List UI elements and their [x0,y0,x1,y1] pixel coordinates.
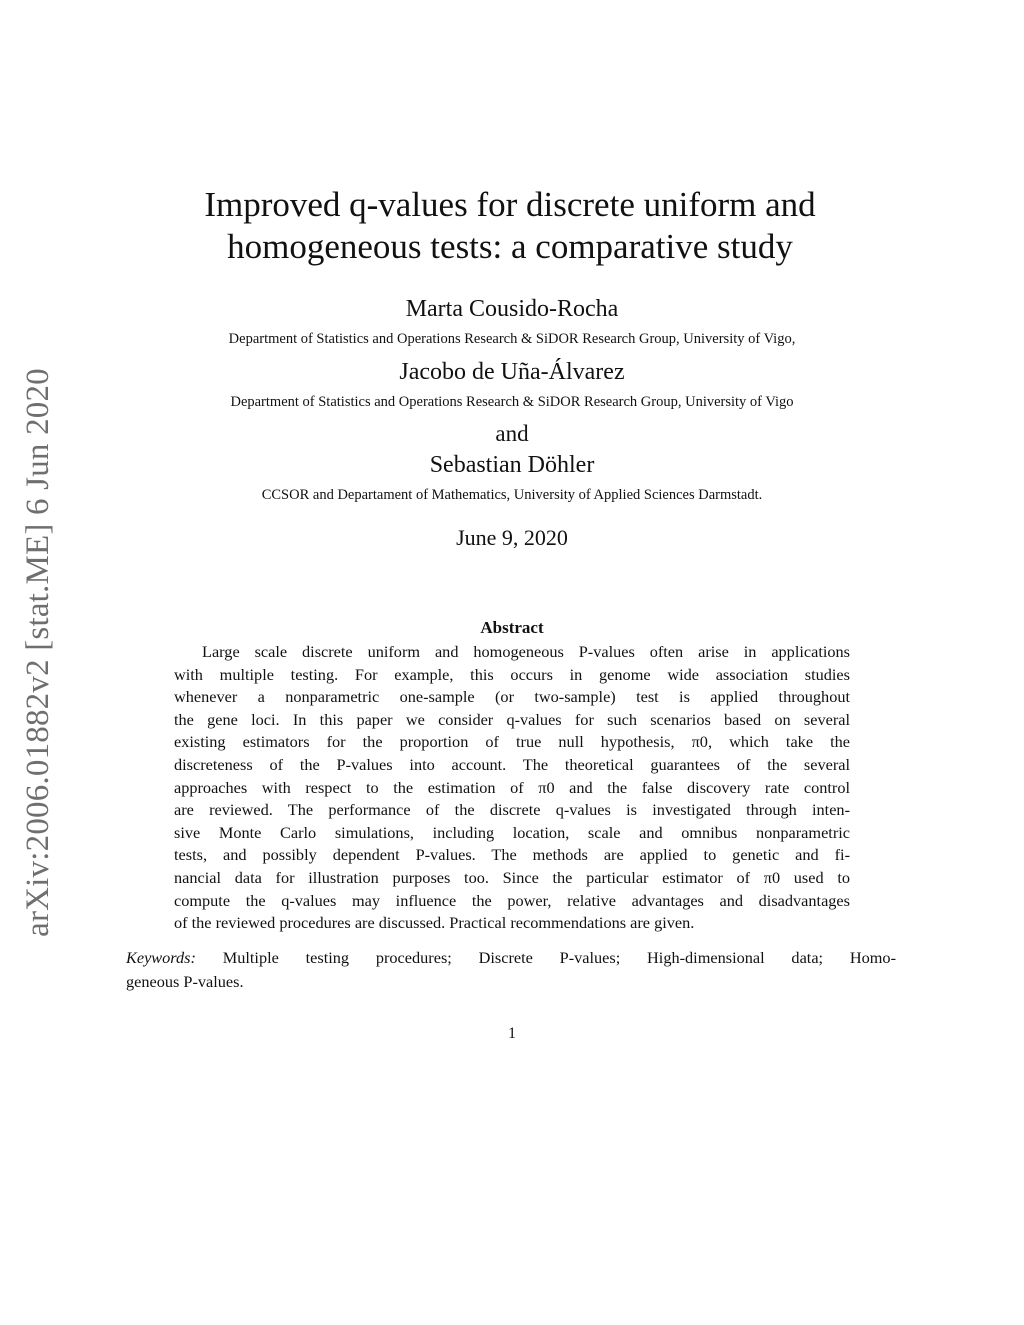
abstract-line: tests, and possibly dependent P-values. The methods are applied to genetic and fi- [174,845,850,865]
author-name-1: Marta Cousido-Rocha [405,296,619,322]
author-conjunction: and [495,421,529,446]
title-line-2: homogeneous tests: a comparative study [227,227,793,266]
abstract-line: sive Monte Carlo simulations, including location, scale and omnibus nonparametric [174,822,850,842]
abstract-line: the gene loci. In this paper we consider q-values for such scenarios based on several [174,709,850,729]
keywords-line-1 [126,946,896,970]
publication-date: June 9, 2020 [456,525,568,550]
abstract-line: Large scale discrete uniform and homogeneous P-values often arise in applications [202,642,850,661]
abstract-line: are reviewed. The performance of the discrete q-values is investigated through inten- [174,800,850,820]
author-block [120,294,904,513]
author-name-3: Sebastian Döhler [429,452,595,478]
paper-title [130,184,890,268]
title-line-1: Improved q-values for discrete uniform and [204,185,816,224]
abstract-line: whenever a nonparametric one-sample (or two-sample) test is applied throughout [174,687,850,707]
abstract-line: compute the q-values may influence the power, relative advantages and disadvantages [174,890,850,910]
arxiv-identifier-stamp [16,362,60,942]
abstract-heading: Abstract [480,618,544,637]
keywords-block [126,946,896,994]
author-affiliation-1: Department of Statistics and Operations Research & SiDOR Research Group, University of Vigo, [228,331,796,347]
abstract-line: with multiple testing. For example, this occurs in genome wide association studies [174,664,850,684]
page-number: 1 [508,1025,516,1042]
abstract-body [174,641,850,935]
keywords-label: Keywords: [126,948,196,967]
abstract-line: nancial data for illustration purposes too. Since the particular estimator of π0 used to [174,867,850,887]
author-affiliation-3: CCSOR and Departament of Mathematics, University of Applied Sciences Darmstadt. [261,487,763,503]
abstract-line: of the reviewed procedures are discussed. Practical recommendations are given. [174,913,695,933]
abstract-line: existing estimators for the proportion of true null hypothesis, π0, which take the [174,732,850,752]
arxiv-identifier-text: arXiv:2006.01882v2 [stat.ME] 6 Jun 2020 [19,367,56,937]
abstract-line: discreteness of the P-values into account. The theoretical guarantees of the several [174,754,850,774]
author-name-2: Jacobo de Uña-Álvarez [399,359,625,385]
keywords-text-1: Multiple testing procedures; Discrete P-values; High-dimensional data; Homo- [195,948,896,967]
keywords-line-2: geneous P-values. [126,972,244,991]
abstract-line: approaches with respect to the estimation of π0 and the false discovery rate control [174,777,850,797]
author-affiliation-2: Department of Statistics and Operations Research & SiDOR Research Group, University of Vigo [230,394,794,410]
